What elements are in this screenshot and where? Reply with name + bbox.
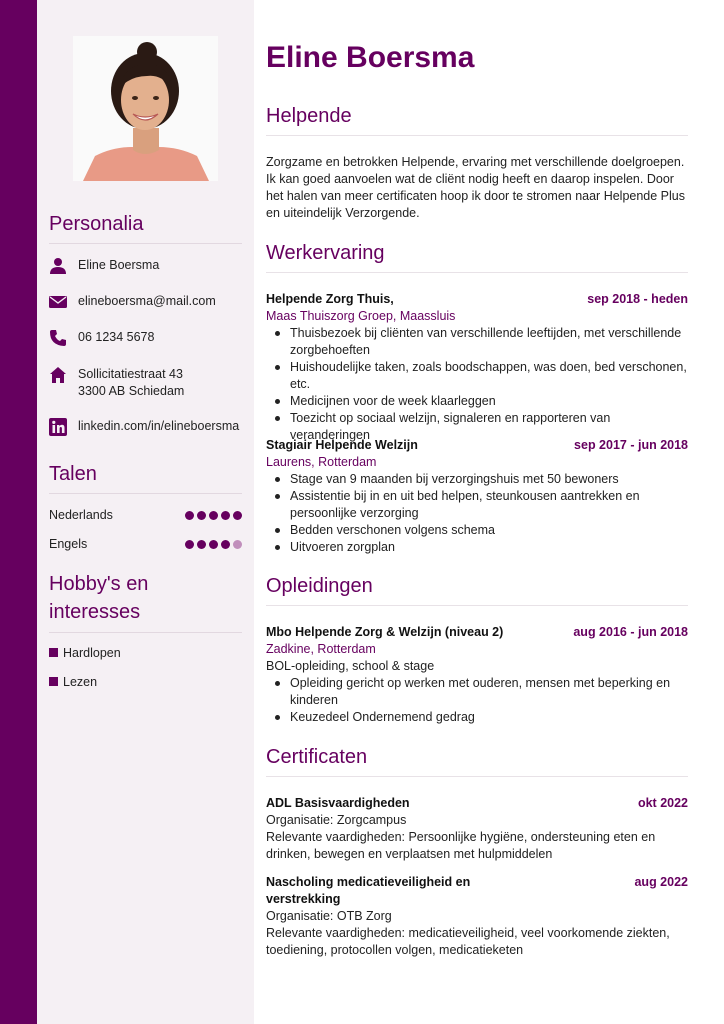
list-item: Opleiding gericht op werken met ouderen, mensen met beperking en kinderen (290, 675, 688, 709)
list-item: Toezicht op sociaal welzijn, signaleren en rapporteren van veranderingen (290, 410, 688, 444)
user-icon (49, 257, 67, 275)
square-bullet-icon (49, 648, 58, 657)
entry-description: BOL-opleiding, school & stage (266, 659, 435, 673)
entry-title: Nascholing medicatieveiligheid en verstrekking (266, 875, 471, 906)
home-icon (49, 366, 67, 384)
opleidingen-heading: Opleidingen (266, 575, 373, 597)
education-entry (266, 624, 688, 726)
entry-title: Mbo Helpende Zorg & Welzijn (niveau 2) (266, 625, 504, 639)
level-dot-filled (197, 511, 206, 520)
hobbys-heading: Hobby's en interesses (49, 573, 149, 623)
divider (49, 243, 242, 244)
linkedin-icon (49, 418, 67, 436)
entry-org: Zadkine, Rotterdam (266, 642, 376, 656)
accent-stripe (0, 0, 37, 1024)
entry-date: aug 2016 - jun 2018 (573, 625, 688, 639)
talen-heading: Talen (49, 463, 97, 485)
entry-date: okt 2022 (637, 796, 688, 810)
level-dot-filled (185, 540, 194, 549)
entry-date: sep 2017 - jun 2018 (574, 438, 688, 452)
personalia-address: Sollicitatiestraat 43 3300 AB Schiedam (49, 366, 249, 402)
divider (266, 135, 688, 136)
entry-title: Stagiair Helpende Welzijn (266, 438, 418, 452)
entry-org: Laurens, Rotterdam (266, 455, 377, 469)
divider (49, 493, 242, 494)
work-entry (266, 437, 688, 556)
divider (266, 605, 688, 606)
entry-date: sep 2018 - heden (587, 292, 688, 306)
certificaten-heading: Certificaten (266, 746, 368, 768)
language-level-dots (185, 540, 242, 550)
language-name: Nederlands (49, 508, 113, 522)
entry-title: ADL Basisvaardigheden (266, 796, 410, 810)
role-title: Helpende (266, 105, 352, 127)
level-dot-filled (209, 540, 218, 549)
list-item: Huishoudelijke taken, zoals boodschappen, was doen, bed verschonen, etc. (290, 360, 687, 391)
list-item: Assistentie bij in en uit bed helpen, steunkousen aantrekken en persoonlijke verzorging (290, 488, 688, 522)
level-dot-filled (221, 540, 230, 549)
entry-skills: Relevante vaardigheden: medicatieveiligheid, veel voorkomende ziekten, toediening, protocollen volgen, medicatieketen (266, 926, 670, 957)
summary: Zorgzame en betrokken Helpende, ervaring met verschillende doelgroepen. Ik kan goed aanvoelen wat de cliënt nodig heeft en daarop inspelen. Door het halen van meer certificaten hoop ik door te stromen naar Helpende Plus en uiteindelijk Verzorgende. (266, 155, 685, 220)
sidebar: Personalia Eline Boersma elineboersma@mail.com 06 1234 5678 Sollicitatiestraat 43 3300 AB Schiedam linkedin.com/in/elineboersma Talen Nederlands Engels Hobby's en interesses Hardlopen Lezen (37, 0, 254, 1024)
list-item: Uitvoeren zorgplan (290, 539, 688, 556)
list-item: Bedden verschonen volgens schema (290, 522, 688, 539)
divider (266, 272, 688, 273)
envelope-icon (49, 293, 67, 311)
level-dot-filled (209, 511, 218, 520)
entry-bullets (266, 675, 688, 726)
divider (49, 632, 242, 633)
werkervaring-heading: Werkervaring (266, 242, 385, 264)
entry-title: Helpende Zorg Thuis, (266, 292, 394, 306)
main-content (254, 0, 724, 1024)
list-item: Keuzedeel Ondernemend gedrag (290, 709, 688, 726)
work-entry (266, 291, 688, 444)
candidate-name: Eline Boersma (266, 41, 475, 74)
list-item: Medicijnen voor de week klaarleggen (290, 393, 688, 410)
level-dot-filled (185, 511, 194, 520)
level-dot-empty (233, 540, 242, 549)
list-item: Thuisbezoek bij cliënten van verschillende leeftijden, met verschillende zorgbehoeften (290, 325, 688, 359)
level-dot-filled (221, 511, 230, 520)
language-level-dots (185, 511, 242, 521)
entry-bullets (266, 471, 688, 556)
entry-org: Maas Thuiszorg Groep, Maassluis (266, 309, 456, 323)
language-name: Engels (49, 537, 88, 551)
entry-organisation: Organisatie: OTB Zorg (266, 909, 392, 923)
level-dot-filled (233, 511, 242, 520)
entry-skills: Relevante vaardigheden: Persoonlijke hygiëne, ondersteuning eten en drinken, bewegen en verplaatsen met hulpmiddelen (266, 830, 656, 861)
personalia-heading: Personalia (49, 213, 144, 235)
certificate-entry (266, 795, 688, 863)
phone-icon (49, 329, 67, 347)
entry-date: aug 2022 (634, 875, 688, 889)
certificate-entry (266, 874, 688, 959)
list-item: Stage van 9 maanden bij verzorgingshuis met 50 bewoners (290, 471, 688, 488)
entry-bullets (266, 325, 688, 444)
profile-photo (73, 36, 218, 181)
level-dot-filled (197, 540, 206, 549)
divider (266, 776, 688, 777)
entry-organisation: Organisatie: Zorgcampus (266, 813, 407, 827)
square-bullet-icon (49, 677, 58, 686)
